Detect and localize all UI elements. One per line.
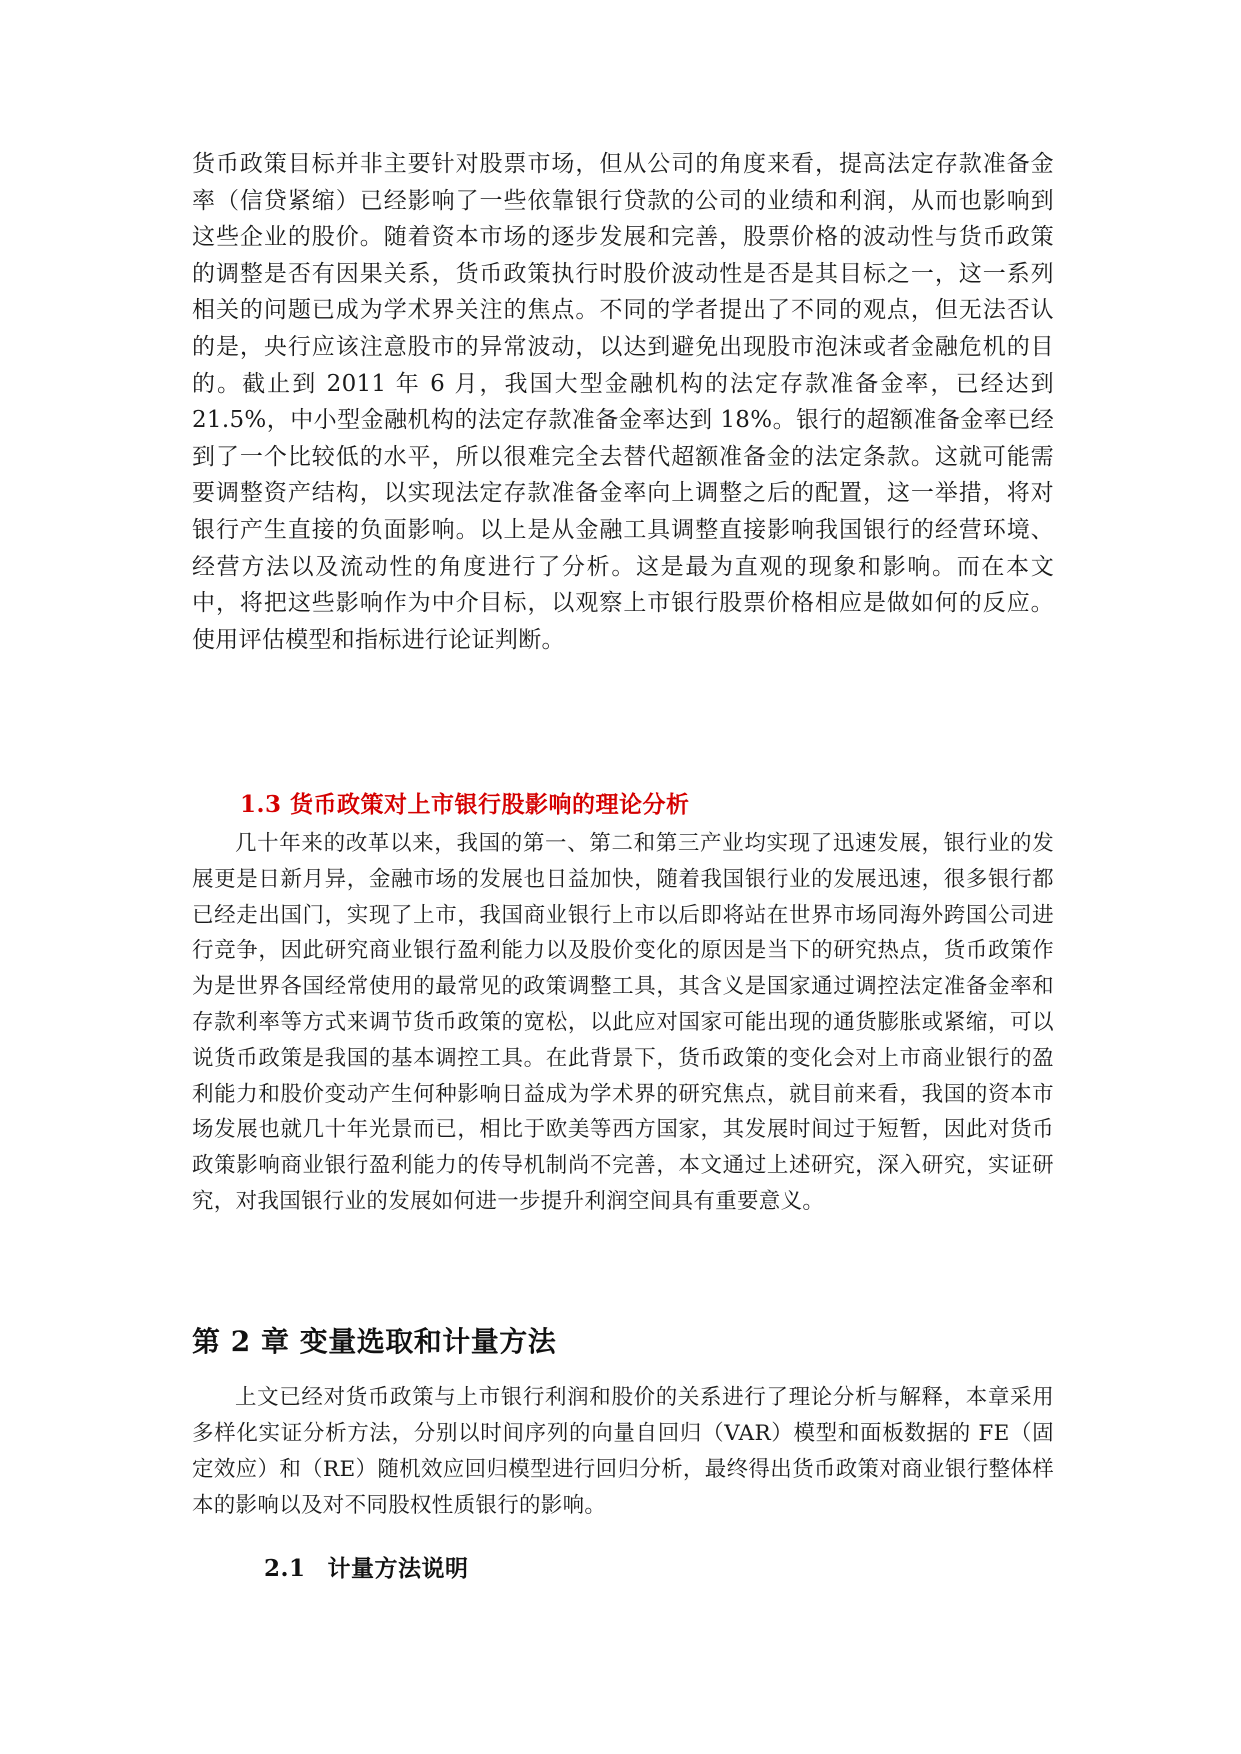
section-2-1-heading <box>264 1550 469 1583</box>
chapter-2-intro-paragraph: 上文已经对货币政策与上市银行利润和股价的关系进行了理论分析与解释，本章采用多样化实证分析方法，分别以时间序列的向量自回归（VAR）模型和面板数据的 FE（固定效应）和（RE）随机效应回归模型进行回归分析，最终得出货币政策对商业银行整体样本的影响以及对不同股权性质银行的影响。 <box>192 1385 1054 1518</box>
section-2-1-title: 计量方法说明 <box>327 1555 469 1582</box>
chapter-2-heading: 第 2 章 变量选取和计量方法 <box>192 1325 557 1358</box>
section-2-1-number: 2.1 <box>264 1555 306 1582</box>
section-1-3-heading: 1.3 货币政策对上市银行股影响的理论分析 <box>240 791 690 818</box>
section1-continuation-paragraph: 货币政策目标并非主要针对股票市场，但从公司的角度来看，提高法定存款准备金率（信贷紧缩）已经影响了一些依靠银行贷款的公司的业绩和利润，从而也影响到这些企业的股价。随着资本市场的逐步发展和完善，股票价格的波动性与货币政策的调整是否有因果关系，货币政策执行时股价波动性是否是其目标之一，这一系列相关的问题已成为学术界关注的焦点。不同的学者提出了不同的观点，但无法否认的是，央行应该注意股市的异常波动，以达到避免出现股市泡沫或者金融危机的目的。截止到 2011 年 6 月，我国大型金融机构的法定存款准备金率，已经达到 21.5%，中小型金融机构的法定存款准备金率达到 18%。银行的超额准备金率已经到了一个比较低的水平，所以很难完全去替代超额准备金的法定条款。这就可能需要调整资产结构，以实现法定存款准备金率向上调整之后的配置，这一举措，将对银行产生直接的负面影响。以上是从金融工具调整直接影响我国银行的经营环境、经营方法以及流动性的角度进行了分析。这是最为直观的现象和影响。而在本文中，将把这些影响作为中介目标，以观察上市银行股票价格相应是做如何的反应。使用评估模型和指标进行论证判断。 <box>192 151 1054 653</box>
section-1-3-paragraph: 几十年来的改革以来，我国的第一、第二和第三产业均实现了迅速发展，银行业的发展更是日新月异，金融市场的发展也日益加快，随着我国银行业的发展迅速，很多银行都已经走出国门，实现了上市，我国商业银行上市以后即将站在世界市场同海外跨国公司进行竞争，因此研究商业银行盈利能力以及股价变化的原因是当下的研究热点，货币政策作为是世界各国经常使用的最常见的政策调整工具，其含义是国家通过调控法定准备金率和存款利率等方式来调节货币政策的宽松，以此应对国家可能出现的通货膨胀或紧缩，可以说货币政策是我国的基本调控工具。在此背景下，货币政策的变化会对上市商业银行的盈利能力和股价变动产生何种影响日益成为学术界的研究焦点，就目前来看，我国的资本市场发展也就几十年光景而已，相比于欧美等西方国家，其发展时间过于短暂，因此对货币政策影响商业银行盈利能力的传导机制尚不完善，本文通过上述研究，深入研究，实证研究，对我国银行业的发展如何进一步提升利润空间具有重要意义。 <box>192 831 1054 1214</box>
